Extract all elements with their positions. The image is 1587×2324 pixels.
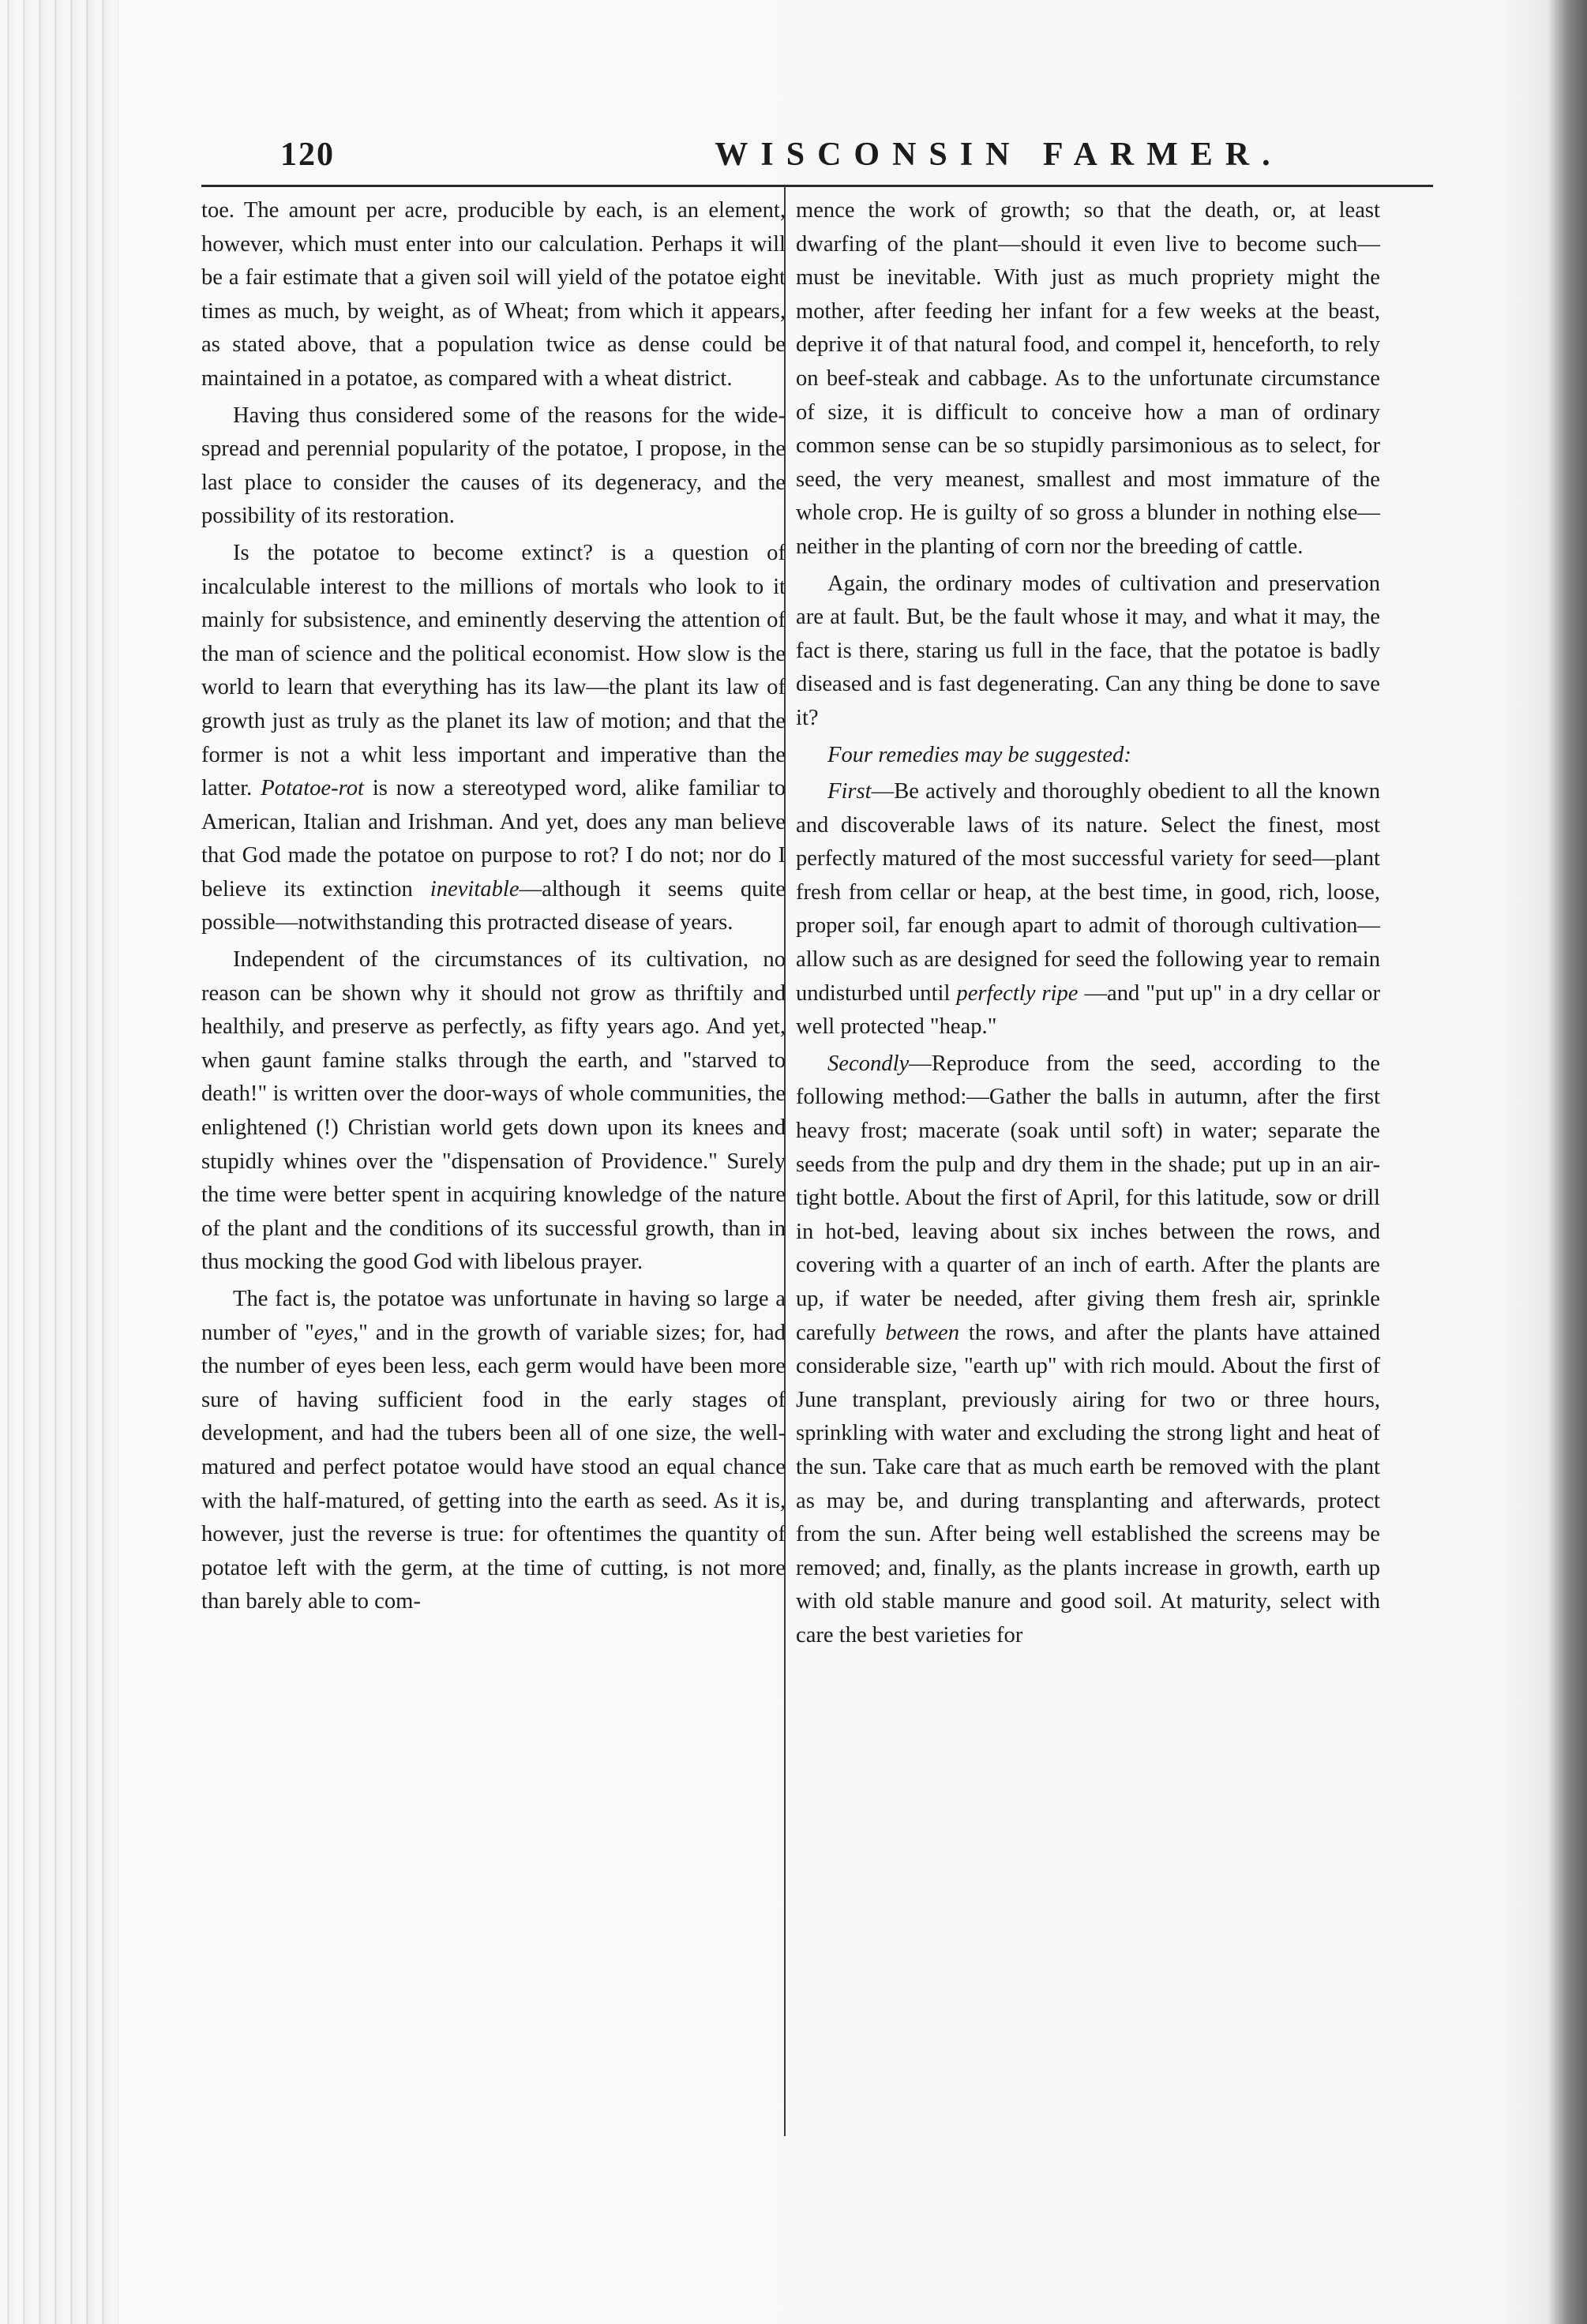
italic-text: inevitable bbox=[430, 876, 520, 901]
text-run: ," and in the growth of variable sizes; for, had the number of eyes been less, each germ would have been more sure of having sufficient food in the early stages of development, and had the tubers been all of one size, the well-matured and perfect potatoe would have stood an equal chance with the half-matured, of getting into the earth as seed. As it is, however, just the reverse is true: for oftentimes the quantity of potatoe left with the germ, at the time of cutting, is not more than barely able to com- bbox=[201, 1320, 786, 1614]
italic-text: eyes bbox=[313, 1320, 353, 1345]
paragraph bbox=[796, 1048, 1380, 1653]
page-number: 120 bbox=[280, 137, 335, 173]
italic-text: perfectly ripe bbox=[956, 980, 1079, 1006]
right-column bbox=[796, 194, 1380, 1653]
text-run: —and "put up" in a dry cellar or well protected "heap." bbox=[796, 980, 1380, 1040]
text-run: is now a stereotyped word, alike familiar to American, Italian and Irishman. And yet, does any man believe that God made the potatoe on purpose to rot? I do not; nor do I believe its extinction bbox=[201, 776, 786, 901]
italic-text: between bbox=[885, 1320, 960, 1345]
paragraph: Having thus considered some of the reasons for the wide-spread and perennial popularity of the potatoe, I propose, in the last place to consider the causes of its degeneracy, and the possibility of its restoration. bbox=[201, 403, 786, 529]
page-header bbox=[280, 136, 1512, 183]
paragraph bbox=[201, 537, 786, 940]
text-run: —although it seems quite possible—notwithstanding this protracted disease of years. bbox=[201, 876, 786, 935]
remedy-label: First bbox=[827, 779, 872, 804]
text-run: —Reproduce from the seed, according to the following method:—Gather the balls in autumn, after the first heavy frost; macerate (soak until soft) in water; separate the seeds from the pulp and dry them in the shade; put up in an air-tight bottle. About the first of April, for this latitude, sow or drill in hot-bed, leaving about six inches between the rows, and covering with a quarter of an inch of earth. After the plants are up, if water be needed, after giving them fresh air, sprinkle carefully bbox=[796, 1051, 1380, 1345]
paragraph: Again, the ordinary modes of cultivation and preservation are at fault. But, be the fault whose it may, and what it may, the fact is there, staring us full in the face, that the potatoe is badly diseased and is fast degenerating. Can any thing be done to save it? bbox=[796, 571, 1380, 730]
text-run: —Be actively and thoroughly obedient to all the known and discoverable laws of its nature. Select the finest, most perfectly matured of the most successful variety for seed—plant fresh from cellar or heap, at the best time, in good, rich, loose, proper soil, far enough apart to admit of thorough cultivation—allow such as are designed for seed the following year to remain undisturbed until bbox=[796, 779, 1380, 1006]
paragraph bbox=[201, 1283, 786, 1619]
remedies-heading: Four remedies may be suggested: bbox=[827, 742, 1131, 767]
left-column bbox=[201, 194, 786, 1619]
running-head: WISCONSIN FARMER. bbox=[715, 137, 1283, 173]
text-run: Is the potatoe to become extinct? is a question of incalculable interest to the millions of mortals who look to it mainly for subsistence, and eminently deserving the attention of the man of science and the political economist. How slow is the world to learn that everything has its law—the plant its law of growth just as truly as the planet its law of motion; and that the former is not a whit less important and imperative than the latter. bbox=[201, 540, 786, 801]
paragraph: toe. The amount per acre, producible by each, is an element, however, which must enter into our calculation. Perhaps it will be a fair estimate that a given soil will yield of the potatoe eight times as much, by weight, as of Wheat; from which it appears, as stated above, that a population twice as dense could be maintained in a potatoe, as compared with a wheat district. bbox=[201, 198, 786, 391]
paragraph bbox=[796, 775, 1380, 1044]
paragraph: mence the work of growth; so that the death, or, at least dwarfing of the plant—should it even live to become such—must be inevitable. With just as much propriety might the mother, after feeding her infant for a few weeks at the beast, deprive it of that natural food, and compel it, henceforth, to rely on beef-steak and cabbage. As to the unfortunate circumstance of size, it is difficult to conceive how a man of ordinary common sense can be so stupidly parsimonious as to select, for seed, the very meanest, smallest and most immature of the whole crop. He is guilty of so gross a blunder in nothing else—neither in the planting of corn nor the breeding of cattle. bbox=[796, 198, 1380, 559]
paragraph: Independent of the circumstances of its cultivation, no reason can be shown why it should not grow as thriftily and healthily, and preserve as perfectly, as fifty years ago. And yet, when gaunt famine stalks through the earth, and "starved to death!" is written over the door-ways of whole communities, the enlightened (!) Christian world gets down upon its knees and stupidly whines over the "dispensation of Providence." Surely the time were better spent in acquiring knowledge of the nature of the plant and the conditions of its successful growth, than in thus mocking the good God with libelous prayer. bbox=[201, 947, 786, 1275]
text-run: the rows, and after the plants have attained considerable size, "earth up" with rich mould. About the first of June transplant, previously airing for two or three hours, sprinkling with water and excluding the strong light and heat of the sun. Take care that as much earth be removed with the plant as may be, and during transplanting and afterwards, protect from the sun. After being well established the screens may be removed; and, finally, as the plants increase in growth, earth up with old stable manure and good soil. At maturity, select with care the best varieties for bbox=[796, 1320, 1380, 1647]
header-rule bbox=[201, 185, 1433, 187]
remedy-label: Secondly bbox=[827, 1051, 910, 1076]
text-run: The fact is, the potatoe was unfortunate in having so large a number of " bbox=[201, 1287, 786, 1345]
italic-text: Potatoe-rot bbox=[261, 776, 364, 801]
